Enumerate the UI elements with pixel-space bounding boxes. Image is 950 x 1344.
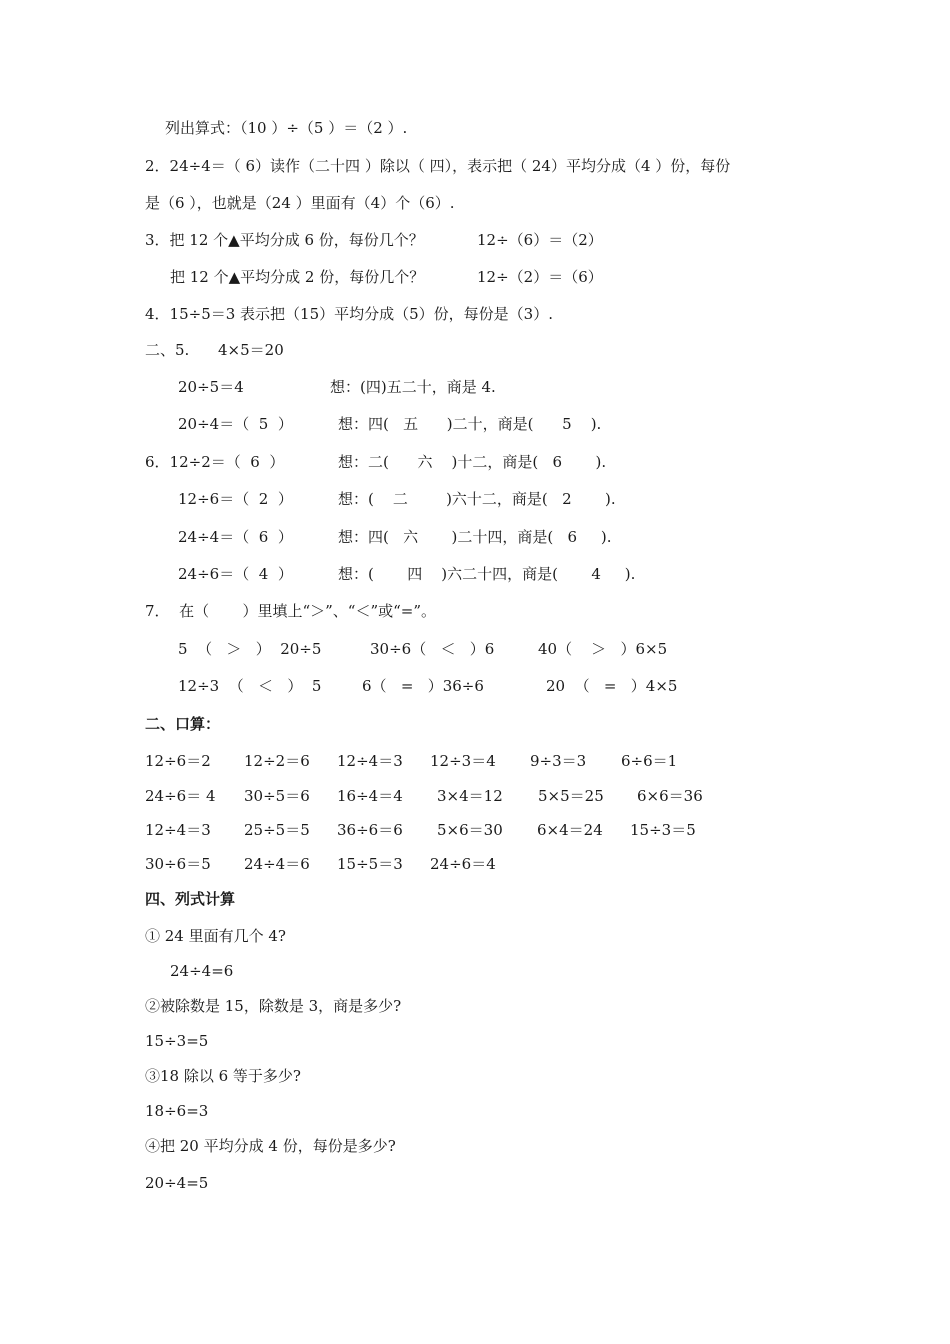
section-oral-title: 二、口算： [145, 715, 221, 733]
line-q2: 2．24÷4＝（ 6）读作（二十四 ）除以（ 四），表示把（ 24）平均分成（4 ）份，每份 [145, 157, 731, 175]
oral-item: 5×6＝30 [437, 821, 503, 839]
line-q5-b: 20÷4＝（ 5 ） [178, 415, 293, 433]
oral-item: 9÷3＝3 [530, 752, 587, 770]
line-q6-a: 6．12÷2＝（ 6 ） [145, 453, 285, 471]
question-2: ②被除数是 15，除数是 3，商是多少? [145, 997, 402, 1015]
oral-item: 5×5＝25 [538, 787, 604, 805]
oral-item: 12÷2＝6 [244, 752, 310, 770]
oral-item: 3×4＝12 [437, 787, 503, 805]
oral-item: 6×4＝24 [537, 821, 603, 839]
line-q3b: 把 12 个▲平均分成 2 份，每份几个？ [170, 268, 425, 286]
answer-2: 15÷3=5 [145, 1032, 209, 1050]
line-q7-d: 12÷3 （ ＜ ） 5 [178, 677, 322, 695]
question-1: ① 24 里面有几个 4? [145, 927, 286, 945]
line-q7-e: 6（ = ）36÷6 [362, 677, 484, 695]
line-formula: 列出算式：（10 ）÷（5 ）＝（2 ）. [165, 119, 408, 137]
line-q6-c: 24÷4＝（ 6 ） [178, 528, 293, 546]
line-q6-c-think: 想：四( 六 )二十四，商是( 6 ). [338, 528, 612, 546]
line-q7: 7． 在（ ）里填上“＞”、“＜”或“=”。 [145, 602, 437, 620]
line-q5-eq: 4×5＝20 [218, 341, 284, 359]
line-q6-b: 12÷6＝（ 2 ） [178, 490, 293, 508]
oral-item: 12÷4＝3 [337, 752, 403, 770]
oral-item: 12÷4＝3 [145, 821, 211, 839]
line-q4: 4．15÷5＝3 表示把（15）平均分成（5）份，每份是（3）. [145, 305, 553, 323]
oral-item: 6×6＝36 [637, 787, 703, 805]
line-q2-cont: 是（6 ），也就是（24 ）里面有（4）个（6）. [145, 194, 455, 212]
oral-item: 25÷5＝5 [244, 821, 310, 839]
line-q7-b: 30÷6（ ＜ ）6 [370, 640, 495, 658]
line-q5-b-think: 想：四( 五 )二十，商是( 5 ). [338, 415, 602, 433]
answer-3: 18÷6=3 [145, 1102, 209, 1120]
line-q3a: 3．把 12 个▲平均分成 6 份，每份几个？ [145, 231, 424, 249]
oral-item: 30÷6＝5 [145, 855, 211, 873]
answer-1: 24÷4=6 [170, 962, 234, 980]
line-q7-f: 20 （ = ）4×5 [546, 677, 678, 695]
line-q5-a-think: 想：(四)五二十，商是 4. [330, 378, 496, 396]
oral-item: 24÷6＝ 4 [145, 787, 216, 805]
question-3: ③18 除以 6 等于多少? [145, 1067, 301, 1085]
oral-item: 36÷6＝6 [337, 821, 403, 839]
line-q5-a: 20÷5＝4 [178, 378, 244, 396]
oral-item: 6÷6＝1 [621, 752, 678, 770]
line-q7-c: 40（ ＞ ）6×5 [538, 640, 668, 658]
oral-item: 12÷6＝2 [145, 752, 211, 770]
line-q5-label: 二、5. [145, 341, 190, 359]
line-q6-a-think: 想：二( 六 )十二，商是( 6 ). [338, 453, 607, 471]
line-q6-d-think: 想：( 四 )六二十四，商是( 4 ). [338, 565, 636, 583]
oral-item: 15÷5＝3 [337, 855, 403, 873]
question-4: ④把 20 平均分成 4 份，每份是多少? [145, 1137, 396, 1155]
line-q3a-answer: 12÷（6）＝（2） [477, 231, 603, 249]
oral-item: 30÷5＝6 [244, 787, 310, 805]
oral-item: 12÷3＝4 [430, 752, 496, 770]
section-equation-title: 四、列式计算 [145, 890, 236, 908]
line-q6-b-think: 想：( 二 )六十二，商是( 2 ). [338, 490, 616, 508]
oral-item: 16÷4＝4 [337, 787, 403, 805]
line-q3b-answer: 12÷（2）＝（6） [477, 268, 603, 286]
answer-4: 20÷4=5 [145, 1174, 209, 1192]
oral-item: 15÷3＝5 [630, 821, 696, 839]
oral-item: 24÷4＝6 [244, 855, 310, 873]
line-q6-d: 24÷6＝（ 4 ） [178, 565, 293, 583]
oral-item: 24÷6＝4 [430, 855, 496, 873]
line-q7-a: 5 （ ＞ ） 20÷5 [178, 640, 322, 658]
